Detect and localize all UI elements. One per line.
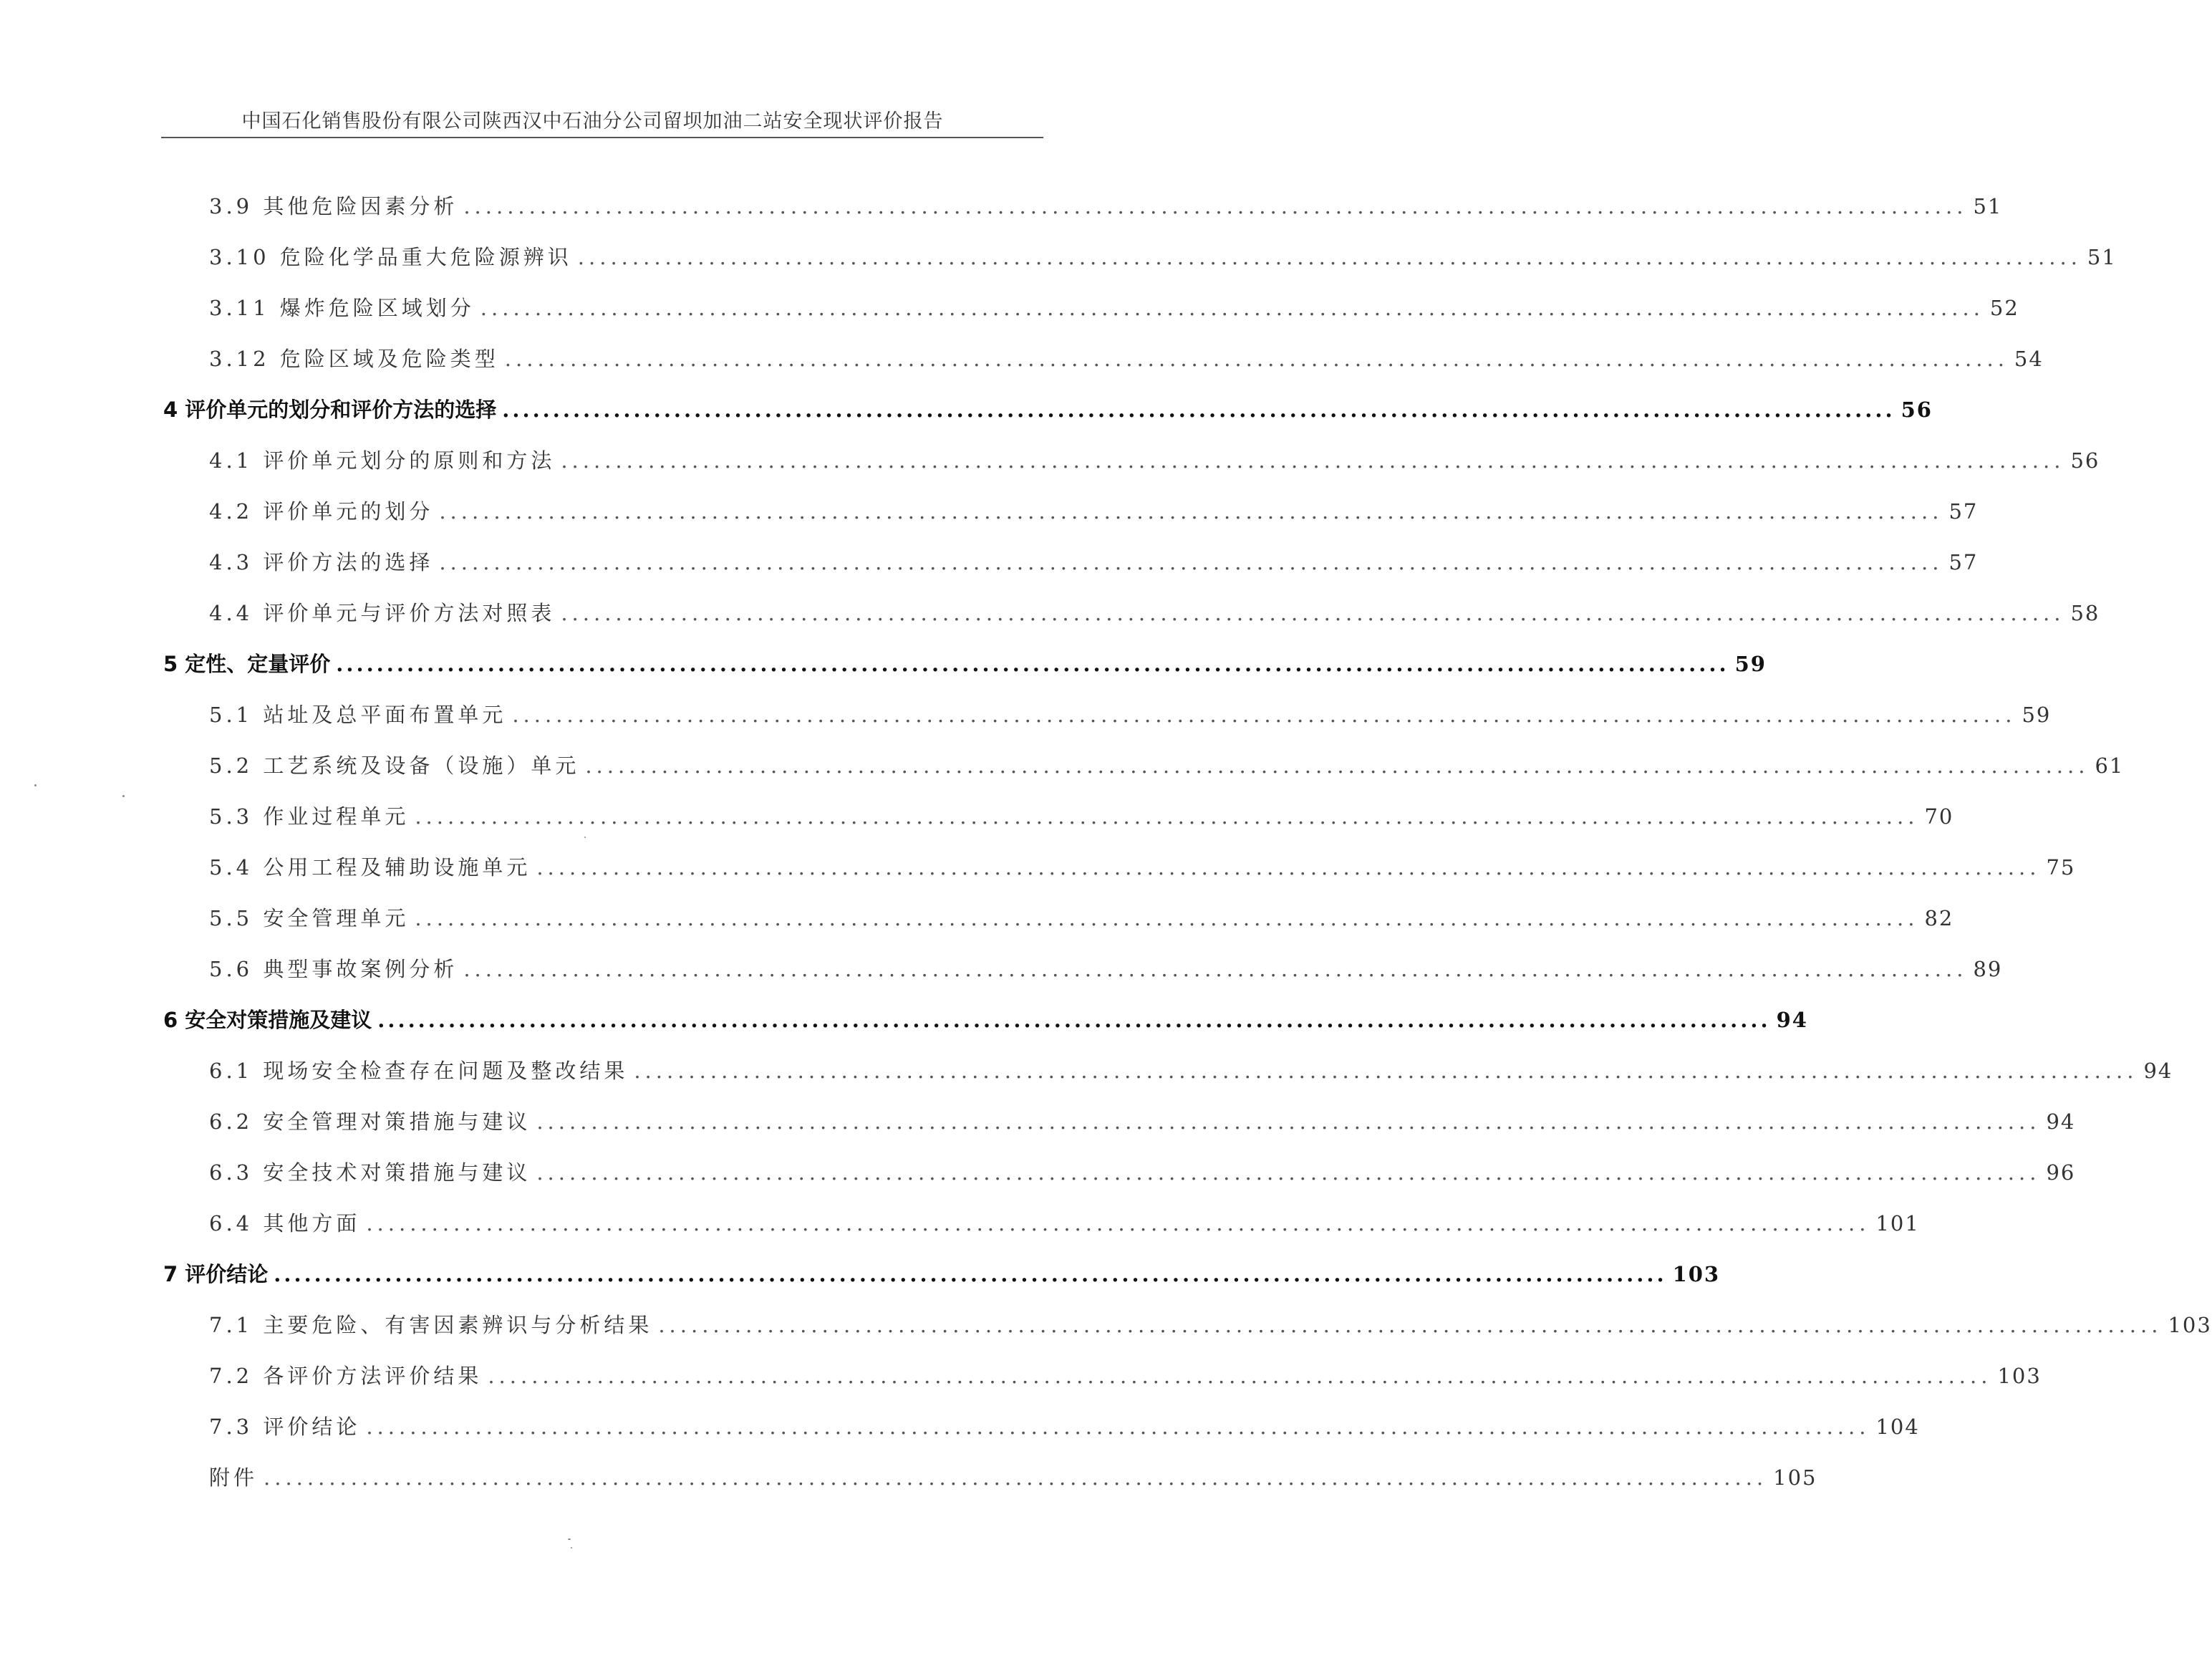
toc-entry[interactable] [209, 1360, 2042, 1392]
toc-chapter-entry[interactable] [163, 1258, 1721, 1290]
toc-entry-page: 59 [1734, 652, 1767, 676]
toc-leader-dots: .......................................................................................................................................... [634, 1059, 2138, 1083]
scan-speck [34, 784, 37, 786]
toc-entry-label: 3.11 爆炸危险区域划分 [209, 296, 475, 320]
toc-leader-dots: .......................................................................................................................................... [463, 957, 1968, 981]
toc-entry-label: 4.4 评价单元与评价方法对照表 [209, 601, 556, 625]
toc-entry-label: 4.2 评价单元的划分 [209, 499, 434, 524]
toc-entry-label: 6 安全对策措施及建议 [163, 1008, 372, 1032]
toc-entry-page: 82 [1924, 906, 1954, 930]
toc-entry[interactable] [209, 597, 2100, 629]
toc-entry-label: 5.6 典型事故案例分析 [209, 957, 458, 981]
toc-entry-label: 5.3 作业过程单元 [209, 804, 410, 829]
toc-entry-page: 56 [2070, 448, 2100, 473]
toc-entry-label: 4.3 评价方法的选择 [209, 550, 434, 574]
toc-entry-page: 105 [1773, 1465, 1817, 1490]
toc-entry[interactable] [209, 1309, 2212, 1341]
toc-leader-dots: .......................................................................................................................................... [366, 1211, 1870, 1236]
toc-entry-page: 61 [2095, 753, 2125, 778]
toc-leader-dots: .......................................................................................................................................... [536, 855, 2041, 880]
toc-entry[interactable] [209, 953, 2003, 985]
toc-entry-page: 56 [1901, 398, 1933, 422]
toc-entry[interactable] [209, 292, 2019, 324]
toc-entry-label: 5.1 站址及总平面布置单元 [209, 703, 507, 727]
toc-entry-label: 6.2 安全管理对策措施与建议 [209, 1109, 531, 1134]
scan-speck [122, 795, 125, 797]
toc-entry-page: 54 [2014, 347, 2044, 371]
toc-entry-label: 4.1 评价单元划分的原则和方法 [209, 448, 556, 473]
toc-entry-label: 4 评价单元的划分和评价方法的选择 [163, 398, 497, 422]
toc-leader-dots: .......................................................................................................................................... [415, 804, 1919, 829]
toc-leader-dots: .......................................................................................................................................... [504, 347, 2009, 371]
toc-entry-page: 57 [1948, 550, 1979, 574]
toc-entry-label: 3.12 危险区域及危险类型 [209, 347, 499, 371]
toc-entry[interactable] [209, 1411, 1920, 1443]
toc-leader-dots: .......................................................................................................................................... [512, 703, 2017, 727]
toc-entry-page: 51 [2087, 245, 2117, 269]
toc-entry-page: 94 [2046, 1109, 2076, 1134]
toc-entry[interactable] [209, 1462, 1817, 1493]
toc-entry-label: 6.1 现场安全检查存在问题及整改结果 [209, 1059, 629, 1083]
toc-leader-dots: .......................................................................................................................................... [480, 296, 1984, 320]
toc-entry[interactable] [209, 1157, 2076, 1188]
scan-speck [571, 1547, 572, 1549]
toc-leader-dots: .......................................................................................................................................... [536, 1109, 2041, 1134]
toc-entry[interactable] [209, 801, 1954, 832]
toc-entry-page: 75 [2046, 855, 2076, 880]
toc-entry[interactable] [209, 852, 2076, 883]
toc-entry-label: 3.10 危险化学品重大危险源辨识 [209, 245, 572, 269]
toc-entry-label: 5 定性、定量评价 [163, 652, 331, 676]
toc-entry-label: 3.9 其他危险因素分析 [209, 194, 458, 218]
toc-leader-dots: .......................................................................................................................................... [415, 906, 1919, 930]
toc-entry[interactable] [209, 1106, 2076, 1137]
toc-entry-page: 70 [1924, 804, 1954, 829]
toc-entry-page: 58 [2070, 601, 2100, 625]
toc-leader-dots: .......................................................................................................................................... [336, 652, 1729, 676]
toc-entry-page: 101 [1875, 1211, 1920, 1236]
toc-entry-page: 94 [2143, 1059, 2173, 1083]
toc-entry-page: 103 [2168, 1313, 2212, 1337]
toc-entry[interactable] [209, 191, 2003, 222]
toc-leader-dots: .......................................................................................................................................... [536, 1160, 2041, 1185]
toc-entry-label: 5.5 安全管理单元 [209, 906, 410, 930]
toc-leader-dots: .......................................................................................................................................... [439, 499, 1943, 524]
toc-entry-label: 7.3 评价结论 [209, 1415, 361, 1439]
toc-leader-dots: .......................................................................................................................................... [658, 1313, 2163, 1337]
toc-entry-page: 59 [2022, 703, 2052, 727]
toc-entry-page: 104 [1875, 1415, 1920, 1439]
toc-entry[interactable] [209, 546, 1979, 578]
toc-leader-dots: .......................................................................................................................................... [439, 550, 1943, 574]
toc-entry[interactable] [209, 1208, 1920, 1239]
toc-entry-page: 52 [1989, 296, 2019, 320]
toc-entry[interactable] [209, 343, 2044, 375]
toc-entry-page: 94 [1776, 1008, 1808, 1032]
toc-entry-label: 7.1 主要危险、有害因素辨识与分析结果 [209, 1313, 653, 1337]
toc-entry[interactable] [209, 699, 2052, 731]
toc-entry-label: 5.2 工艺系统及设备（设施）单元 [209, 753, 580, 778]
toc-entry[interactable] [209, 445, 2100, 476]
toc-chapter-entry[interactable] [163, 1004, 1808, 1036]
toc-chapter-entry[interactable] [163, 394, 1933, 425]
toc-leader-dots: .......................................................................................................................................... [488, 1364, 1992, 1388]
scan-speck [584, 837, 586, 838]
toc-entry-page: 103 [1997, 1364, 2042, 1388]
toc-entry-label: 6.3 安全技术对策措施与建议 [209, 1160, 531, 1185]
toc-leader-dots: .......................................................................................................................................... [366, 1415, 1870, 1439]
toc-entry-page: 57 [1948, 499, 1979, 524]
toc-entry-label: 5.4 公用工程及辅助设施单元 [209, 855, 531, 880]
toc-entry-page: 96 [2046, 1160, 2076, 1185]
toc-entry[interactable] [209, 241, 2117, 273]
toc-entry-label: 附件 [209, 1465, 259, 1490]
toc-entry[interactable] [209, 1055, 2173, 1087]
toc-leader-dots: .......................................................................................................................................... [502, 398, 1895, 422]
toc-entry[interactable] [209, 902, 1954, 934]
toc-chapter-entry[interactable] [163, 648, 1767, 680]
toc-entry-label: 7.2 各评价方法评价结果 [209, 1364, 483, 1388]
page-header: 中国石化销售股份有限公司陕西汉中石油分公司留坝加油二站安全现状评价报告 [241, 110, 944, 133]
toc-leader-dots: .......................................................................................................................................... [561, 448, 2065, 473]
toc-leader-dots: .......................................................................................................................................... [377, 1008, 1771, 1032]
toc-leader-dots: .......................................................................................................................................... [274, 1262, 1667, 1286]
toc-leader-dots: .......................................................................................................................................... [463, 194, 1968, 218]
toc-leader-dots: .......................................................................................................................................... [561, 601, 2065, 625]
toc-leader-dots: .......................................................................................................................................... [577, 245, 2082, 269]
scan-speck [568, 1538, 571, 1540]
toc-leader-dots: .......................................................................................................................................... [264, 1465, 1768, 1490]
toc-entry-label: 6.4 其他方面 [209, 1211, 361, 1236]
toc-entry-page: 89 [1973, 957, 2003, 981]
toc-entry[interactable] [209, 750, 2125, 781]
toc-entry[interactable] [209, 496, 1979, 527]
toc-entry-label: 7 评价结论 [163, 1262, 269, 1286]
toc-entry-page: 51 [1973, 194, 2003, 218]
toc-entry-page: 103 [1672, 1262, 1721, 1286]
toc-leader-dots: .......................................................................................................................................... [585, 753, 2090, 778]
